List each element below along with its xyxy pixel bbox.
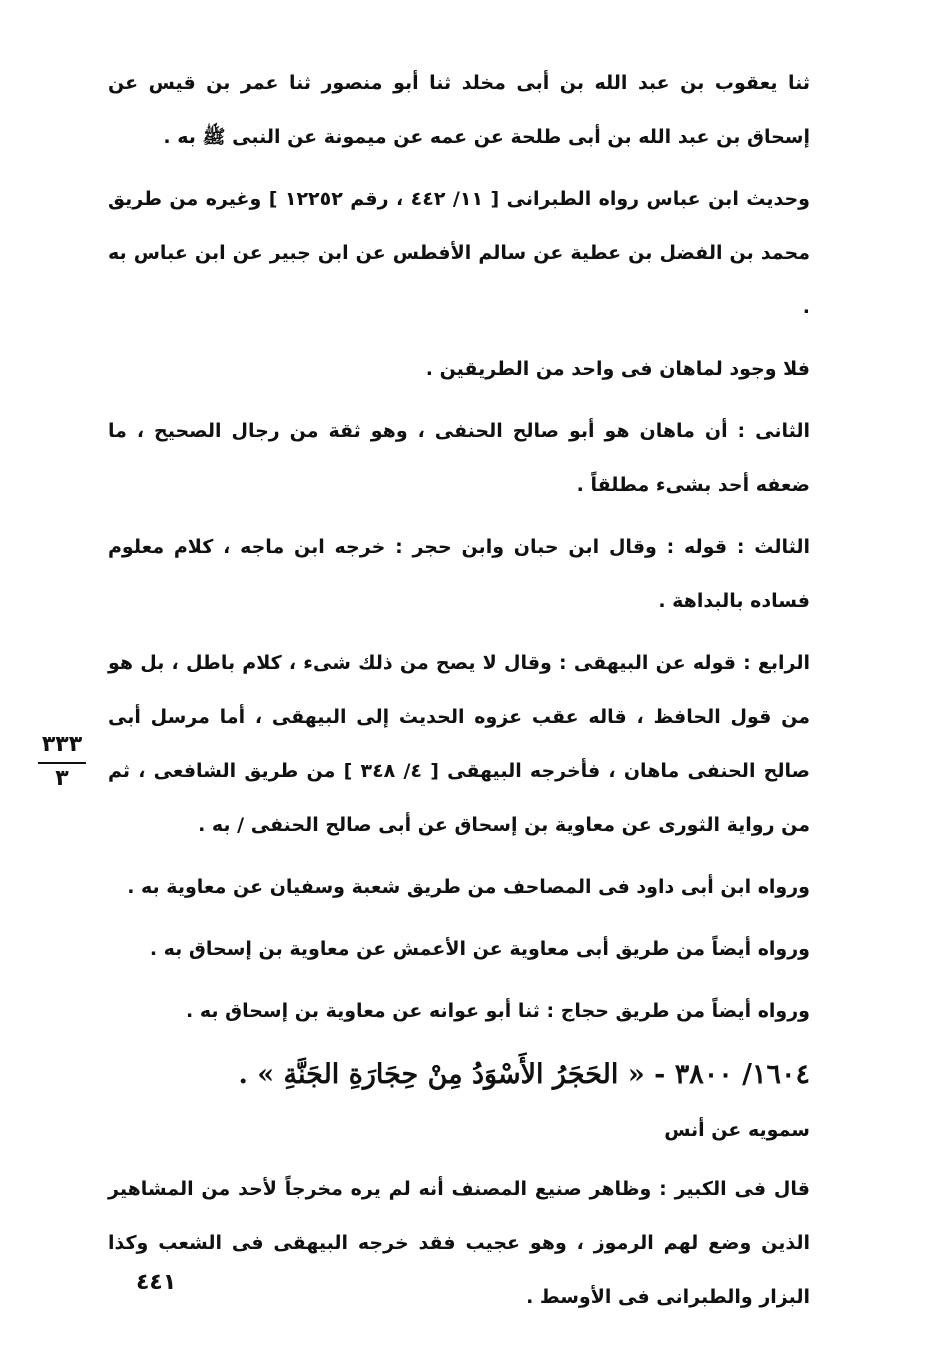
page-number: ٤٤١	[136, 1270, 177, 1295]
paragraph-no-mahan: فلا وجود لماهان فى واحد من الطريقين .	[425, 358, 810, 380]
paragraph-ibn-abi-dawud: ورواه ابن أبى داود فى المصاحف من طريق شعبة وسفيان عن معاوية به .	[127, 876, 810, 898]
hadith-source: سمويه عن أنس	[664, 1119, 810, 1141]
paragraph-ibn-abbas-hadith: وحديث ابن عباس رواه الطبرانى [ ١١/ ٤٤٢ ، رقم ١٢٢٥٢ ] وغيره من طريق محمد بن الفضل بن عطية عن سالم الأفطس عن ابن جبير عن ابن عباس به .	[108, 188, 810, 318]
paragraph-chain-of-narration: ثنا يعقوب بن عبد الله بن أبى مخلد ثنا أبو منصور ثنا عمر بن قيس عن إسحاق بن عبد الله بن أبى طلحة عن عمه عن ميمونة عن النبى ﷺ به .	[108, 72, 810, 148]
paragraph-commentary: قال فى الكبير : وظاهر صنيع المصنف أنه لم يره مخرجاً لأحد من المشاهير الذين وضع لهم الرموز ، وهو عجيب فقد خرجه البيهقى فى الشعب وكذا البزار والطبرانى فى الأوسط .	[108, 1178, 810, 1308]
main-text-column	[108, 56, 810, 1332]
paragraph-fourth-point: الرابع : قوله عن البيهقى : وقال لا يصح من ذلك شىء ، كلام باطل ، بل هو من قول الحافظ ، قاله عقب عزوه الحديث إلى البيهقى ، أما مرسل أبى صالح الحنفى ماهان ، فأخرجه البيهقى [ ٤/ ٣٤٨ ] من طريق الشافعى ، ثم من رواية الثورى عن معاوية بن إسحاق عن أبى صالح الحنفى / به .	[108, 652, 810, 836]
paragraph-third-point: الثالث : قوله : وقال ابن حبان وابن حجر : خرجه ابن ماجه ، كلام معلوم فساده بالبداهة .	[108, 536, 810, 612]
margin-reference-volume: ٣	[55, 766, 69, 791]
paragraph-second-point: الثانى : أن ماهان هو أبو صالح الحنفى ، وهو ثقة من رجال الصحيح ، ما ضعفه أحد بشىء مطلقاً .	[108, 420, 810, 496]
paragraph-hajjaj: ورواه أيضاً من طريق حجاج : ثنا أبو عوانه عن معاوية بن إسحاق به .	[186, 1000, 810, 1022]
margin-volume-page-reference	[38, 730, 86, 794]
margin-reference-page: ٣٣٣	[38, 730, 86, 764]
hadith-heading: ١٦٠٤/ ٣٨٠٠ - « الحَجَرُ الأَسْوَدُ مِنْ حِجَارَةِ الجَنَّةِ » .	[238, 1059, 810, 1090]
paragraph-abu-muawiya: ورواه أيضاً من طريق أبى معاوية عن الأعمش عن معاوية بن إسحاق به .	[149, 938, 810, 960]
